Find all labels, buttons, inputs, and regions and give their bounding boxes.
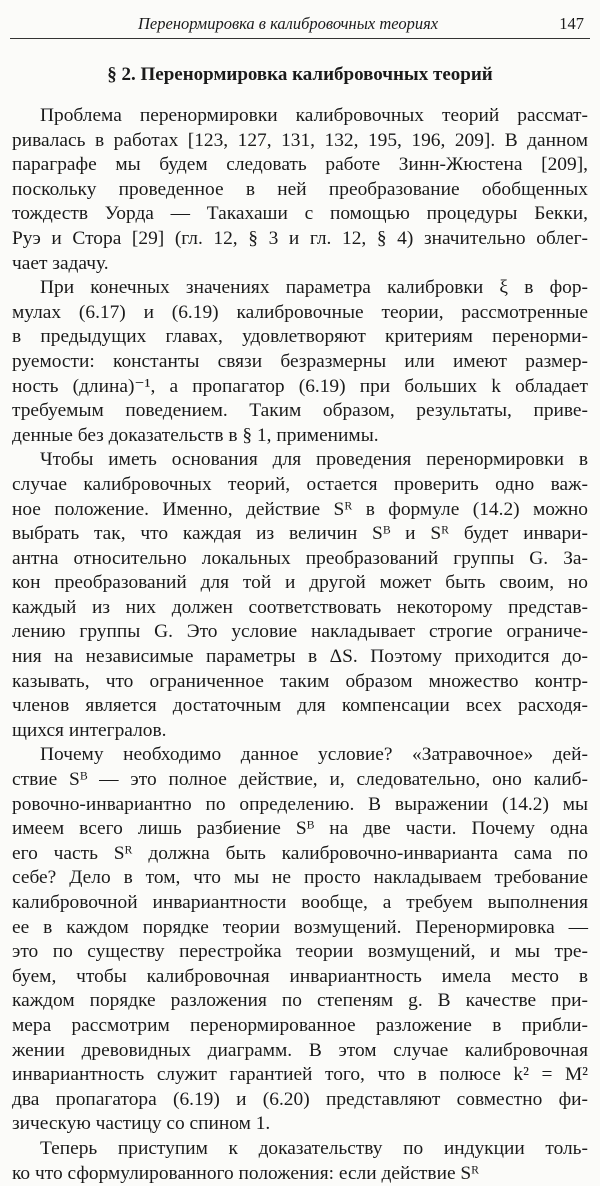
text-line: ее в каждом порядке теории возмущений. Перенормировка —: [12, 916, 588, 938]
page-header: [10, 12, 590, 39]
text-line: ко что сформулированного положения: если действие Sᴿ: [12, 1162, 480, 1184]
text-line: При конечных значениях параметра калибровки ξ в фор-: [40, 277, 588, 299]
body-text: [12, 104, 588, 1186]
text-line: буем, чтобы калибровочная инвариантность имела место в: [12, 965, 588, 987]
text-line: в предыдущих главах, удовлетворяют критериям перенорми-: [12, 326, 588, 348]
text-line: членов является достаточным для компенсации всех расходя-: [12, 695, 588, 717]
text-line: ность (длина)⁻¹, а пропагатор (6.19) при больших k обладает: [12, 375, 588, 397]
text-line: тождеств Уорда — Такахаши с помощью процедуры Бекки,: [12, 203, 588, 225]
text-line: его часть Sᴿ должна быть калибровочно-инварианта сама по: [12, 842, 588, 864]
text-line: чает задачу.: [12, 252, 109, 274]
text-line: щихся интегралов.: [12, 719, 167, 741]
paragraph: [12, 276, 588, 448]
page-number: 147: [559, 14, 584, 33]
running-title: Перенормировка в калибровочных теориях: [138, 14, 439, 33]
text-line: калибровочной инвариантности вообще, а требуем выполнения: [12, 892, 588, 913]
text-line: Руэ и Стора [29] (гл. 12, § 3 и гл. 12, § 4) значительно облег-: [12, 227, 588, 249]
text-line: каждом порядке разложения по степеням g. В качестве при-: [12, 990, 588, 1012]
text-line: параграфе мы будем следовать работе Зинн-Жюстена [209],: [12, 154, 588, 176]
text-line: мулах (6.17) и (6.19) калибровочные теории, рассмотренные: [12, 301, 588, 323]
text-line: руемости: константы связи безразмерны или имеют размер-: [12, 350, 588, 372]
text-line: инвариантность служит гарантией того, что в полюсе k² = M²: [12, 1064, 588, 1086]
text-line: ное положение. Именно, действие Sᴿ в формуле (14.2) можно: [12, 498, 588, 520]
text-line: ривалась в работах [123, 127, 131, 132, 195, 196, 209]. В данном: [12, 129, 588, 151]
text-line: себе? Дело в том, что мы не просто накладываем требование: [12, 867, 588, 889]
text-line: ствие Sᴮ — это полное действие, и, следовательно, оно калиб-: [12, 769, 588, 791]
paragraph: [12, 448, 588, 743]
text-line: Почему необходимо данное условие? «Затравочное» дей-: [40, 744, 588, 766]
paragraph: [12, 743, 588, 1137]
text-line: мера рассмотрим перенормированное разложение в прибли-: [12, 1014, 588, 1036]
text-line: два пропагатора (6.19) и (6.20) представляют совместно фи-: [12, 1088, 588, 1110]
text-line: казывать, что ограниченное таким образом множество контр-: [12, 670, 588, 692]
text-line: ровочно-инвариантно по определению. В выражении (14.2) мы: [12, 793, 588, 815]
text-line: выбрать так, что каждая из величин Sᴮ и Sᴿ будет инвари-: [12, 523, 588, 545]
text-line: лению группы G. Это условие накладывает строгие ограниче-: [12, 621, 588, 643]
text-line: кон преобразований для той и другой может быть своим, но: [12, 572, 588, 594]
paragraph: [12, 1137, 588, 1186]
text-line: требуемым поведением. Таким образом, результаты, приве-: [12, 400, 588, 422]
text-line: имеем всего лишь разбиение Sᴮ на две части. Почему одна: [12, 818, 588, 840]
text-line: случае калибровочных теорий, остается проверить одно важ-: [12, 473, 588, 495]
text-line: зическую частицу со спином 1.: [12, 1113, 271, 1135]
text-line: денные без доказательств в § 1, применимы.: [12, 424, 379, 446]
section-title: § 2. Перенормировка калибровочных теорий: [107, 64, 493, 85]
text-line: это по существу перестройка теории возмущений, и мы тре-: [12, 941, 588, 963]
text-line: Теперь приступим к доказательству по индукции толь-: [40, 1137, 588, 1159]
text-line: Проблема перенормировки калибровочных теорий рассмат-: [40, 105, 588, 126]
text-line: жении древовидных диаграмм. В этом случае калибровочная: [12, 1039, 588, 1061]
paragraph: [12, 104, 588, 276]
text-line: ния на независимые параметры в ΔS. Поэтому приходится до-: [12, 646, 588, 668]
text-line: поскольку проведенное в ней преобразование обобщенных: [12, 178, 588, 200]
text-line: каждый из них должен соответствовать некоторому представ-: [12, 596, 588, 618]
text-line: Чтобы иметь основания для проведения перенормировки в: [40, 449, 588, 471]
text-line: антна относительно локальных преобразований группы G. За-: [12, 547, 588, 569]
